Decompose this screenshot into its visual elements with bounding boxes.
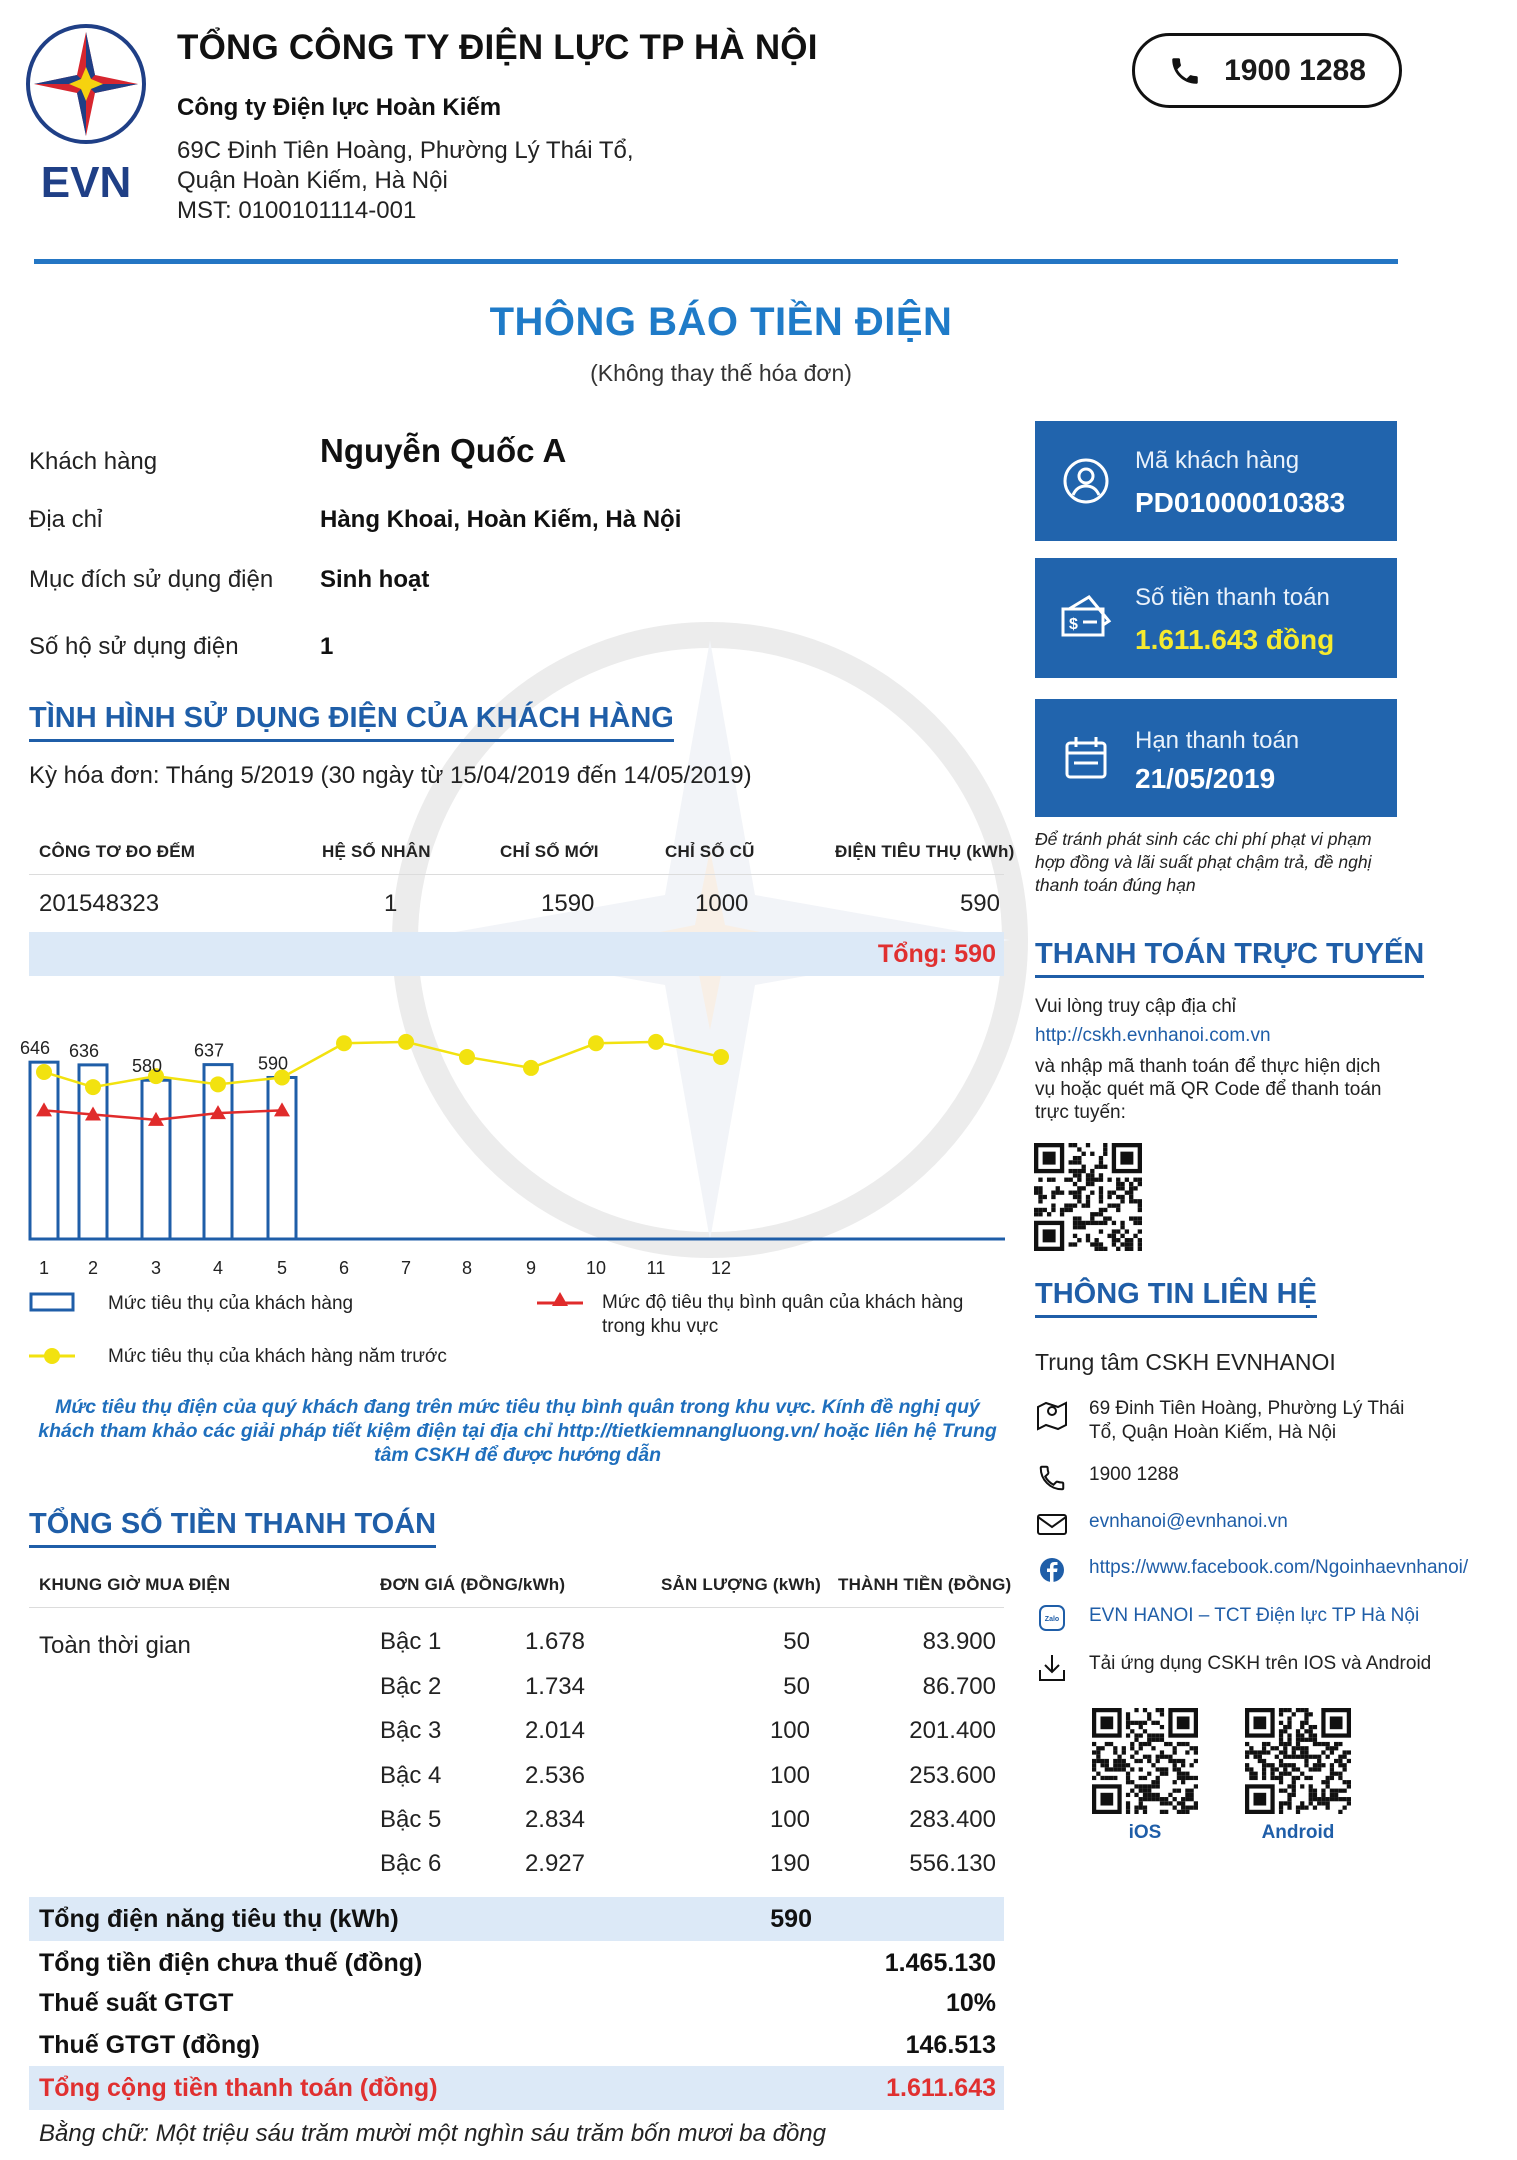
tier-3-amount: 201.400: [909, 1717, 996, 1744]
grand-total-row: [29, 2066, 1004, 2110]
new-index-header: CHỈ SỐ MỚI: [500, 842, 599, 861]
contact-email: evnhanoi@evnhanoi.vn: [1089, 1511, 1288, 1532]
user-circle-icon: [1059, 454, 1113, 508]
contact-email-row[interactable]: [1035, 1510, 1288, 1538]
new-index-value: 1590: [541, 890, 595, 917]
pretax-row: [29, 1941, 1004, 1985]
tax-code: MST: 0100101114-001: [177, 197, 417, 224]
usage-bar-label-month-2: 636: [68, 1040, 100, 1061]
legend-red-label: Mức độ tiêu thụ bình quân của khách hàng trong khu vực: [602, 1292, 964, 1337]
legend-red-swatch: [537, 1290, 583, 1312]
ios-label[interactable]: iOS: [1128, 1822, 1162, 1843]
contact-address-row: [1035, 1397, 1415, 1445]
company-name: TỔNG CÔNG TY ĐIỆN LỰC TP HÀ NỘI: [177, 28, 818, 67]
facebook-icon: [1035, 1556, 1069, 1586]
android-label[interactable]: Android: [1261, 1822, 1335, 1843]
online-section-title: THANH TOÁN TRỰC TUYẾN: [1035, 938, 1424, 978]
total-kwh-row: [29, 1897, 1004, 1941]
payment-section-title: TỔNG SỐ TIỀN THANH TOÁN: [29, 1508, 436, 1548]
online-intro: Vui lòng truy cập địa chỉ: [1035, 996, 1237, 1017]
document-title: THÔNG BÁO TIỀN ĐIỆN: [489, 300, 953, 344]
calendar-icon: [1059, 731, 1113, 785]
x-tick-month-11: 11: [646, 1258, 666, 1278]
tier-6-qty: 190: [769, 1850, 810, 1877]
x-tick-month-4: 4: [212, 1258, 224, 1278]
tier-6-price: 2.927: [524, 1850, 585, 1877]
tier-3-price: 2.014: [524, 1717, 585, 1744]
meter-header: CÔNG TƠ ĐO ĐẾM: [39, 842, 196, 861]
document-subtitle: (Không thay thế hóa đơn): [590, 360, 852, 386]
vat-row: [29, 2023, 1004, 2067]
usage-bar-month-3: [142, 1080, 170, 1239]
usage-bar-label-month-5: 590: [257, 1053, 289, 1074]
contact-phone: 1900 1288: [1089, 1464, 1179, 1485]
usage-bar-month-1: [30, 1062, 58, 1239]
usage-bar-label-month-1: 646: [20, 1038, 51, 1059]
money-bill-icon: [1059, 591, 1113, 645]
x-tick-month-12: 12: [710, 1258, 732, 1278]
evn-logo-text: EVN: [40, 158, 132, 207]
tier-2-amount: 86.700: [922, 1673, 996, 1700]
consumption-header: ĐIỆN TIÊU THỤ (kWh): [835, 842, 1015, 861]
multiplier-value: 1: [384, 890, 398, 917]
hotline-number: 1900 1288: [1224, 53, 1366, 87]
android-app-qr-code[interactable]: [1245, 1708, 1351, 1814]
households-value: 1: [320, 633, 334, 660]
amount-label: Số tiền thanh toán: [1135, 584, 1330, 611]
tier-4-price: 2.536: [524, 1762, 585, 1789]
address-line2: Quận Hoàn Kiếm, Hà Nội: [177, 167, 448, 194]
tier-5-amount: 283.400: [909, 1806, 996, 1833]
grand-total-label: Tổng cộng tiền thanh toán (đồng): [39, 2074, 438, 2102]
legend-bar-label: Mức tiêu thụ của khách hàng: [108, 1293, 354, 1314]
amount-in-words: Bằng chữ: Một triệu sáu trăm mười một nghìn sáu trăm bốn mươi ba đồng: [39, 2120, 826, 2147]
tier-2-qty: 50: [783, 1673, 810, 1700]
legend-yellow-swatch: [29, 1345, 75, 1367]
tier-3-name: Bậc 3: [380, 1717, 442, 1744]
x-tick-month-8: 8: [461, 1258, 473, 1278]
x-tick-month-3: 3: [150, 1258, 162, 1278]
x-tick-month-10: 10: [585, 1258, 607, 1278]
zalo-icon: [1035, 1604, 1069, 1634]
total-kwh-value: 590: [770, 1905, 812, 1933]
vat-rate-value: 10%: [945, 1989, 996, 2017]
tier-2-name: Bậc 2: [380, 1673, 442, 1700]
amount-card: [1035, 558, 1397, 678]
vat-rate-label: Thuế suất GTGT: [39, 1989, 234, 2017]
previous-year-point-month-12: [713, 1049, 729, 1065]
usage-total: Tổng: 590: [877, 940, 996, 968]
tier-1-price: 1.678: [524, 1628, 585, 1655]
phone-icon: [1168, 54, 1202, 88]
time-slot-value: Toàn thời gian: [39, 1632, 191, 1659]
payment-header-divider: [29, 1607, 1004, 1608]
phone-icon: [1035, 1463, 1069, 1493]
company-address: [177, 136, 634, 226]
legend-yellow-label: Mức tiêu thụ của khách hàng năm trước: [108, 1346, 447, 1367]
x-tick-month-7: 7: [400, 1258, 412, 1278]
x-tick-month-5: 5: [276, 1258, 288, 1278]
online-instructions: và nhập mã thanh toán để thực hiện dịch vụ hoặc quét mã QR Code để thanh toán trực tuyến:: [1035, 1056, 1382, 1123]
previous-year-point-month-9: [523, 1060, 539, 1076]
usage-bar-month-5: [268, 1077, 296, 1239]
amount-value: 1.611.643 đồng: [1135, 624, 1335, 655]
consumption-advice: Mức tiêu thụ điện của quý khách đang trên mức tiêu thụ bình quân trong khu vực. Kính đề nghị quý khách tham khảo các giải pháp tiết kiệm điện tại địa chỉ http://tietkiemnangluong.vn/ hoặc liên hệ Trung tâm CSKH để được hướng dẫn: [38, 1396, 997, 1466]
previous-year-point-month-7: [398, 1034, 414, 1050]
due-date-label: Hạn thanh toán: [1135, 727, 1300, 754]
mail-icon: [1035, 1510, 1069, 1538]
due-date-value: 21/05/2019: [1135, 763, 1276, 794]
address-line1: 69C Đinh Tiên Hoàng, Phường Lý Thái Tổ,: [177, 137, 634, 164]
previous-year-point-month-10: [588, 1035, 604, 1051]
previous-year-point-month-11: [648, 1034, 664, 1050]
tier-5-price: 2.834: [524, 1806, 585, 1833]
customer-name: Nguyễn Quốc A: [320, 432, 567, 469]
zalo-badge-text: Zalo: [1044, 1616, 1060, 1623]
usage-header-divider: [29, 874, 1004, 875]
customer-address-label: Địa chỉ: [29, 506, 103, 533]
households-label: Số hộ sử dụng điện: [29, 633, 239, 660]
amount-header: THÀNH TIỀN (ĐỒNG): [838, 1575, 1012, 1594]
tier-4-name: Bậc 4: [380, 1762, 442, 1789]
due-warning: Để tránh phát sinh các chi phí phạt vi phạm hợp đồng và lãi suất phạt chậm trả, đề nghị thanh toán đúng hạn: [1035, 829, 1372, 895]
tier-5-qty: 100: [769, 1806, 810, 1833]
contact-app-row: [1035, 1652, 1431, 1684]
total-kwh-label: Tổng điện năng tiêu thụ (kWh): [39, 1905, 399, 1933]
contact-phone-row[interactable]: [1035, 1463, 1179, 1493]
map-icon: [1035, 1397, 1069, 1431]
tier-6-amount: 556.130: [909, 1850, 996, 1877]
tier-3-qty: 100: [769, 1717, 810, 1744]
tier-5-name: Bậc 5: [380, 1806, 442, 1833]
contact-facebook-row[interactable]: [1035, 1556, 1468, 1586]
hotline-button[interactable]: [1132, 33, 1402, 108]
contact-app: Tải ứng dụng CSKH trên IOS và Android: [1089, 1653, 1432, 1674]
customer-code-label: Mã khách hàng: [1135, 447, 1300, 474]
x-tick-month-9: 9: [525, 1258, 537, 1278]
customer-address: Hàng Khoai, Hoàn Kiếm, Hà Nội: [320, 506, 682, 533]
usage-bar-label-month-4: 637: [193, 1040, 225, 1061]
tier-4-amount: 253.600: [909, 1762, 996, 1789]
due-date-card: [1035, 699, 1397, 817]
pretax-label: Tổng tiền điện chưa thuế (đồng): [39, 1949, 423, 1977]
unit-price-header: ĐƠN GIÁ (ĐỒNG/kWh): [380, 1575, 566, 1594]
previous-year-point-month-4: [210, 1076, 226, 1092]
vat-label: Thuế GTGT (đồng): [39, 2031, 260, 2059]
x-tick-month-2: 2: [87, 1258, 99, 1278]
svg-text:$: $: [1069, 616, 1078, 633]
billing-period: Kỳ hóa đơn: Tháng 5/2019 (30 ngày từ 15/04/2019 đến 14/05/2019): [29, 762, 752, 789]
quantity-header: SẢN LƯỢNG (kWh): [661, 1575, 822, 1594]
contact-center: Trung tâm CSKH EVNHANOI: [1035, 1349, 1336, 1375]
download-icon: [1035, 1652, 1069, 1684]
contact-facebook: https://www.facebook.com/Ngoinhaevnhanoi/: [1089, 1557, 1469, 1578]
pretax-value: 1.465.130: [884, 1949, 996, 1977]
old-index-header: CHỈ SỐ CŨ: [665, 842, 755, 861]
customer-code-card: [1035, 421, 1397, 541]
tier-4-qty: 100: [769, 1762, 810, 1789]
previous-year-point-month-1: [36, 1064, 52, 1080]
multiplier-header: HỆ SỐ NHÂN: [322, 842, 431, 861]
previous-year-point-month-2: [85, 1079, 101, 1095]
ios-app-qr-code[interactable]: [1092, 1708, 1198, 1814]
grand-total-value: 1.611.643: [886, 2074, 996, 2102]
consumption-value: 590: [959, 890, 1000, 917]
previous-year-point-month-8: [459, 1049, 475, 1065]
tier-6-name: Bậc 6: [380, 1850, 442, 1877]
branch-name: Công ty Điện lực Hoàn Kiếm: [177, 94, 502, 121]
contact-zalo-row[interactable]: [1035, 1604, 1419, 1634]
purpose-value: Sinh hoạt: [320, 566, 430, 593]
vat-rate-row: [29, 1981, 1004, 2025]
purpose-label: Mục đích sử dụng điện: [29, 566, 274, 593]
legend-bar-swatch: [29, 1292, 75, 1312]
customer-name-label: Khách hàng: [29, 448, 158, 475]
payment-qr-code[interactable]: [1034, 1143, 1142, 1251]
tier-1-qty: 50: [783, 1628, 810, 1655]
evn-logo: [22, 22, 150, 212]
previous-year-point-month-6: [336, 1035, 352, 1051]
contact-address: 69 Đinh Tiên Hoàng, Phường Lý Thái Tổ, Quận Hoàn Kiếm, Hà Nội: [1089, 1398, 1405, 1443]
tier-1-name: Bậc 1: [380, 1628, 442, 1655]
usage-section-title: TÌNH HÌNH SỬ DỤNG ĐIỆN CỦA KHÁCH HÀNG: [29, 702, 674, 742]
tier-2-price: 1.734: [524, 1673, 585, 1700]
usage-total-row: [29, 932, 1004, 976]
vat-value: 146.513: [905, 2031, 996, 2059]
x-tick-month-1: 1: [38, 1258, 50, 1278]
online-url-link[interactable]: http://cskh.evnhanoi.com.vn: [1035, 1025, 1271, 1046]
time-slot-header: KHUNG GIỜ MUA ĐIỆN: [39, 1575, 231, 1594]
header-divider: [34, 259, 1398, 264]
contact-section-title: THÔNG TIN LIÊN HỆ: [1035, 1278, 1317, 1318]
usage-bar-label-month-3: 580: [131, 1056, 163, 1077]
old-index-value: 1000: [695, 890, 749, 917]
customer-code-value: PD01000010383: [1135, 487, 1346, 518]
tier-1-amount: 83.900: [922, 1628, 996, 1655]
meter-number: 201548323: [39, 890, 160, 917]
x-tick-month-6: 6: [338, 1258, 350, 1278]
contact-zalo: EVN HANOI – TCT Điện lực TP Hà Nội: [1089, 1605, 1420, 1626]
